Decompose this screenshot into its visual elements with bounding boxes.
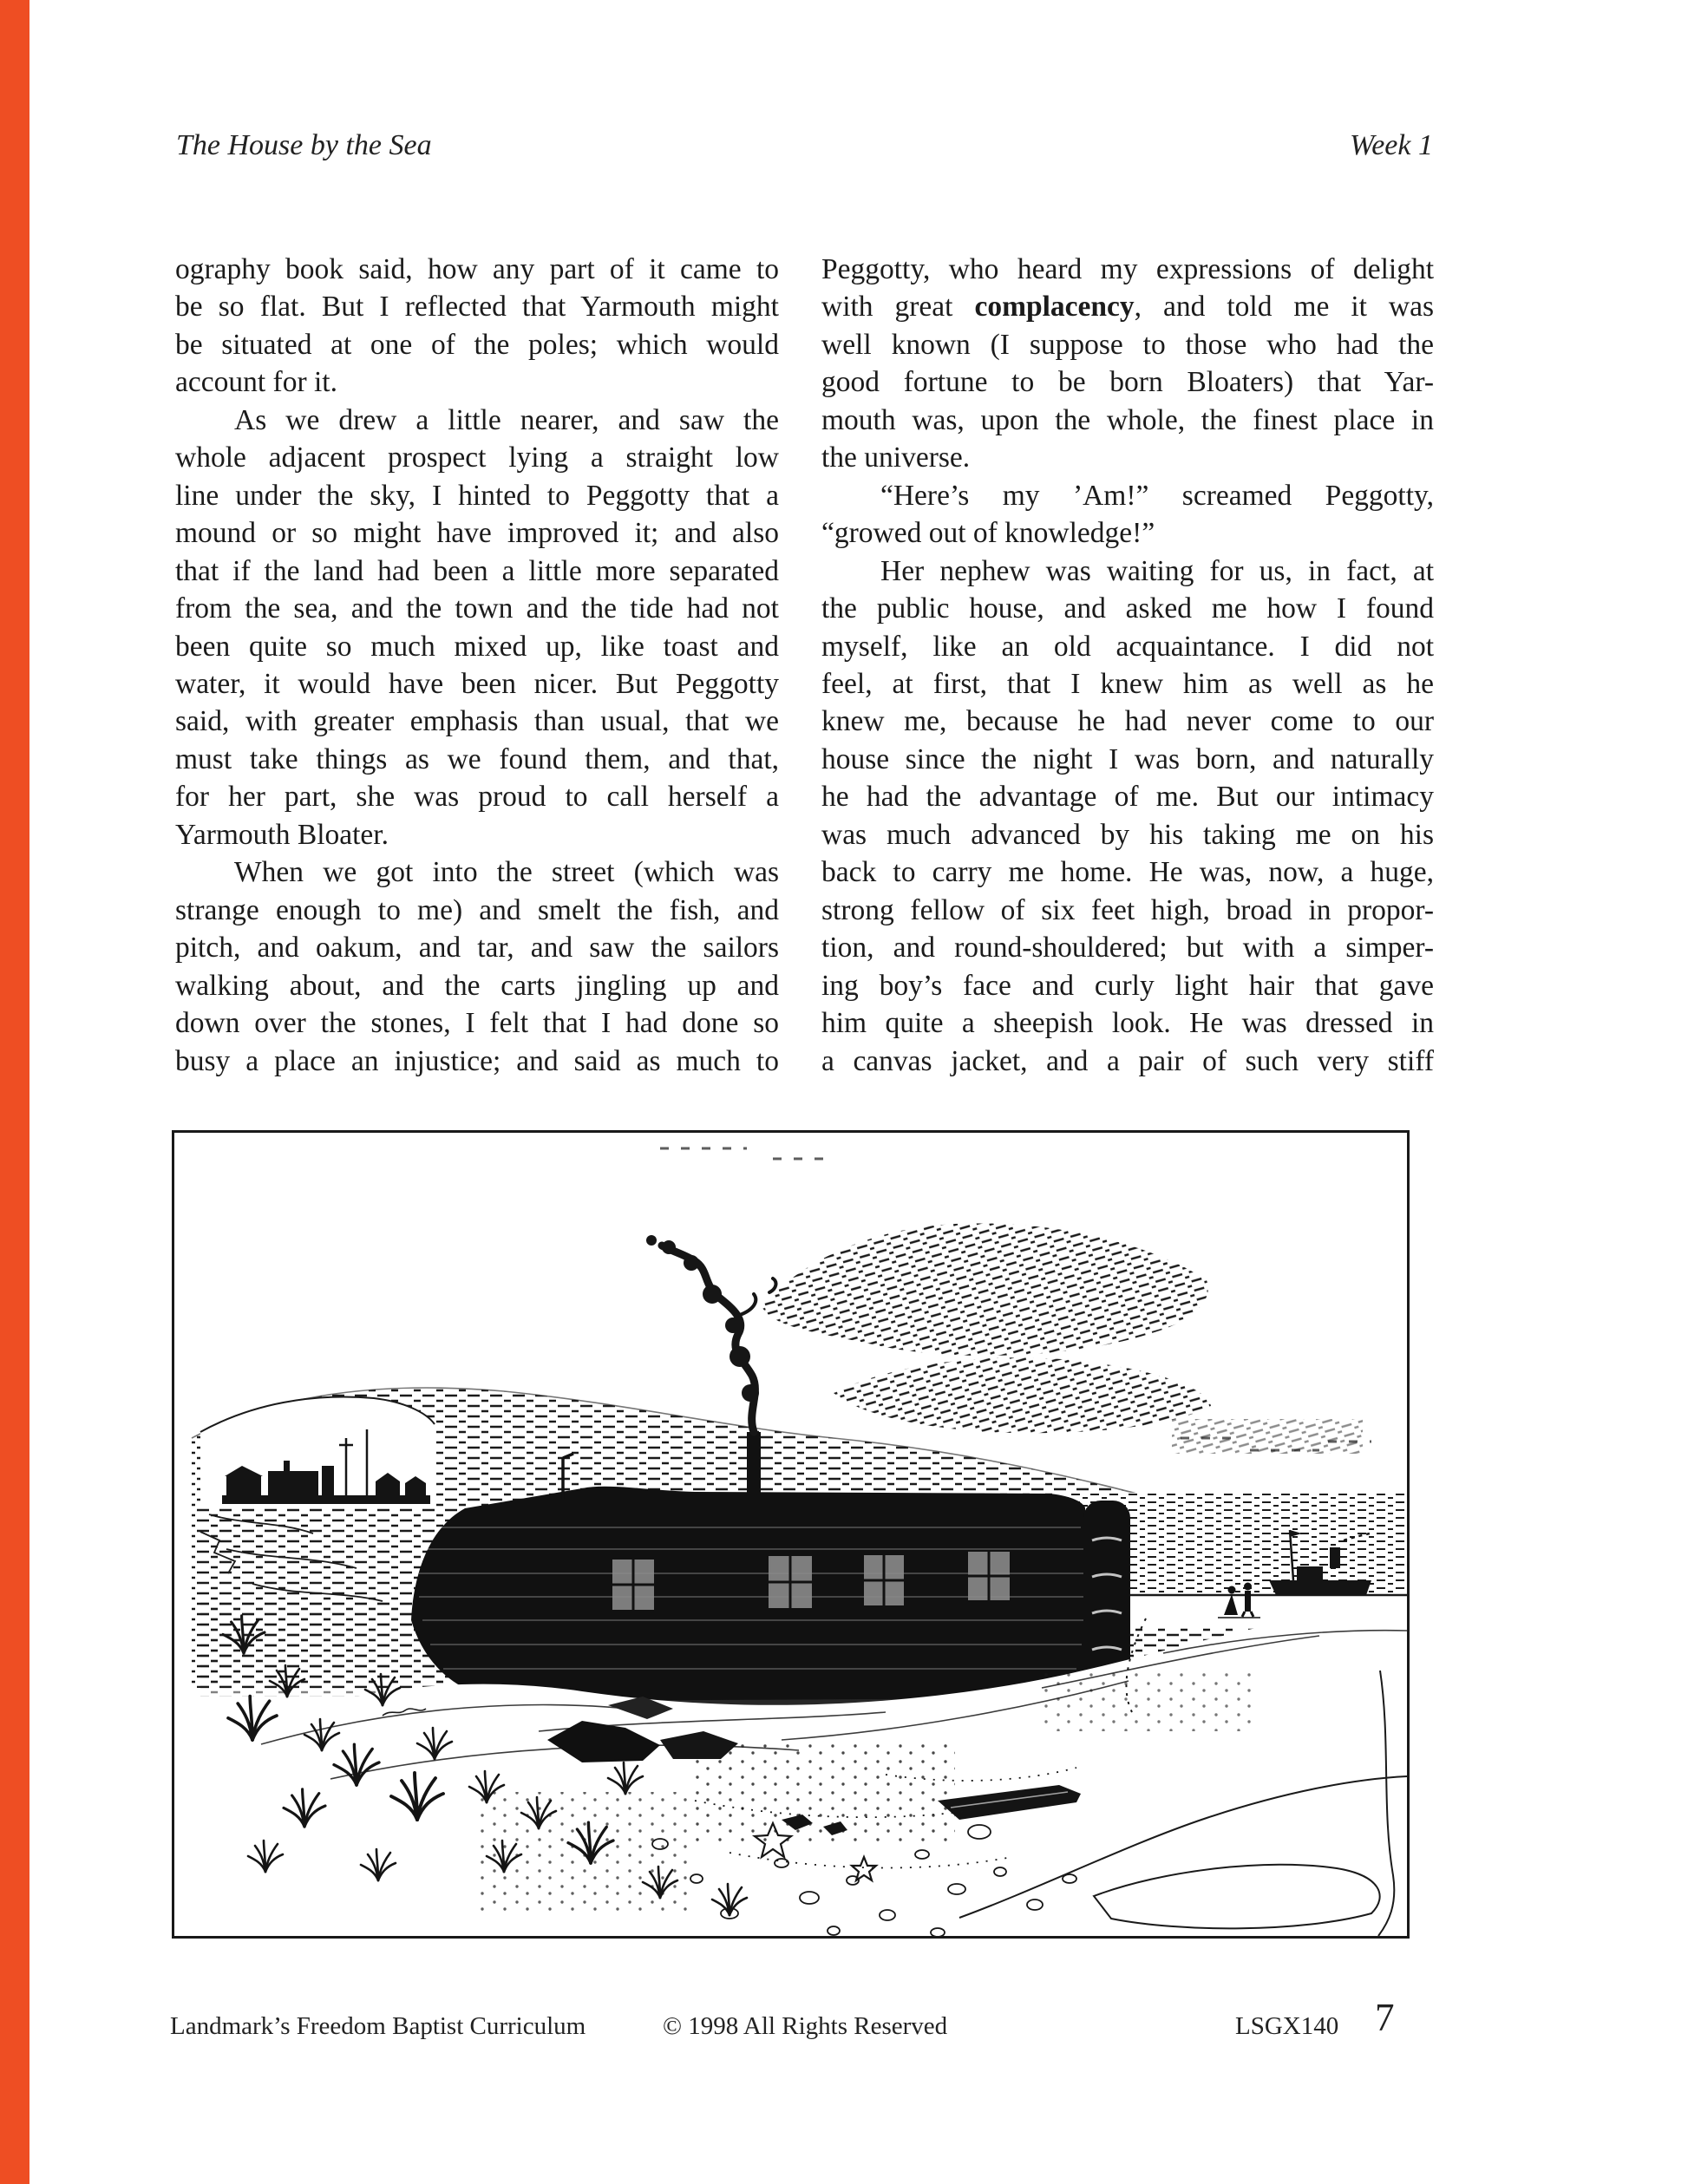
text-line: house since the night I was born, and naturally [821,742,1434,775]
binder-edge-stripe [0,0,29,2184]
text-line: feel, at first, that I knew him as well as he [821,667,1434,700]
book-title: The House by the Sea [176,129,432,161]
text-line: from the sea, and the town and the tide had not [175,592,779,625]
copyright-notice: © 1998 All Rights Reserved [663,2012,948,2040]
chimney [747,1432,761,1501]
text-line: well known (I suppose to those who had the [821,328,1434,361]
text-line: whole adjacent prospect lying a straight low [175,441,779,474]
text-line: him quite a sheepish look. He was dressed in [821,1007,1434,1040]
text-line: for her part, she was proud to call herself a [175,781,779,814]
text-line: back to carry me home. He was, now, a huge, [821,856,1434,889]
text-line: “Here’s my ’Am!” screamed Peggotty, [880,479,1434,512]
week-label: Week 1 [1350,129,1433,161]
page-number: 7 [1375,1996,1395,2039]
text-line: “growed out of knowledge!” [821,517,1155,550]
text-line: Her nephew was waiting for us, in fact, at [880,554,1434,587]
text-line: ography book said, how any part of it came to [175,253,779,285]
text-line: When we got into the street (which was [234,856,779,889]
text-line: tion, and round-shouldered; but with a simper- [821,932,1434,964]
text-line: be so flat. But I reflected that Yarmouth might [175,291,779,324]
text-line: been quite so much mixed up, like toast and [175,630,779,663]
text-line: water, it would have been nicer. But Peggotty [175,667,779,700]
text-line: strong fellow of six feet high, broad in propor- [821,893,1434,926]
text-line: he had the advantage of me. But our intimacy [821,781,1434,814]
catalog-code: LSGX140 [1235,2012,1339,2040]
right-text-column [821,251,1434,1080]
text-line: As we drew a little nearer, and saw the [234,403,779,436]
text-line: good fortune to be born Bloaters) that Yar- [821,366,1434,399]
text-line: pitch, and oakum, and tar, and saw the sailors [175,932,779,964]
boat-house-engraving [172,1130,1410,1939]
running-head [176,128,1433,163]
text-line: ing boy’s face and curly light hair that gave [821,969,1434,1002]
smoke-plume [646,1235,775,1432]
text-line: a canvas jacket, and a pair of such very stiff [821,1044,1434,1077]
text-line: be situated at one of the poles; which would [175,328,779,361]
cloud-texture [660,1148,1371,1454]
text-line: knew me, because he had never come to our [821,705,1434,738]
text-line: mouth was, upon the whole, the finest place in [821,403,1434,436]
text-line: Yarmouth Bloater. [175,818,389,851]
publisher-imprint: Landmark’s Freedom Baptist Curriculum [170,2012,586,2040]
text-line: that if the land had been a little more separated [175,554,779,587]
text-line: was much advanced by his taking me on his [821,818,1434,851]
text-line: must take things as we found them, and that, [175,742,779,775]
text-line: mound or so might have improved it; and also [175,517,779,550]
text-line: the public house, and asked me how I found [821,592,1434,625]
text-line: down over the stones, I felt that I had done so [175,1007,779,1040]
text-line: with great complacency, and told me it was [821,291,1434,324]
text-line: said, with greater emphasis than usual, that we [175,705,779,738]
text-line: walking about, and the carts jingling up and [175,969,779,1002]
text-line: myself, like an old acquaintance. I did not [821,630,1434,663]
text-line: busy a place an injustice; and said as much to [175,1044,779,1077]
left-text-column [175,251,779,1080]
text-line: strange enough to me) and smelt the fish, and [175,893,779,926]
text-line: line under the sky, I hinted to Peggotty that a [175,479,779,512]
text-line: the universe. [821,441,971,474]
text-line: Peggotty, who heard my expressions of delight [821,253,1434,285]
text-line: account for it. [175,366,337,399]
